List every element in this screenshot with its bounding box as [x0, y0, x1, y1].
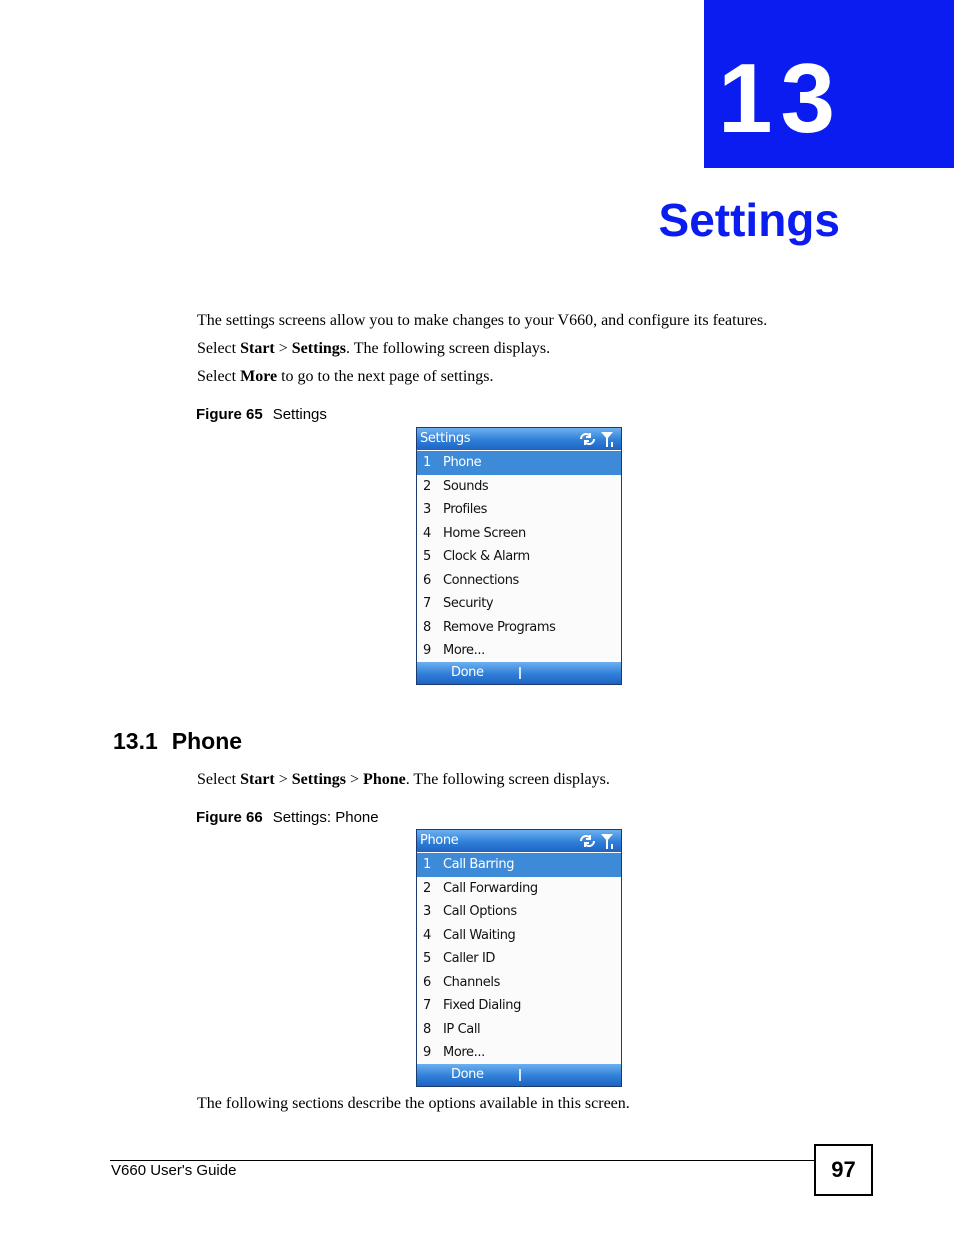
section-heading: 13.1 Phone: [113, 728, 243, 754]
menu-item[interactable]: [417, 924, 621, 948]
done-softkey[interactable]: Done: [451, 665, 484, 680]
menu-item-number: 3: [423, 904, 431, 919]
softkey-divider: [519, 667, 521, 679]
menu-item[interactable]: [417, 853, 621, 877]
menu-item-number: 7: [423, 596, 431, 611]
signal-sync-icon: [577, 430, 617, 448]
menu-item-number: 5: [423, 951, 431, 966]
screen-titlebar: [417, 428, 621, 450]
screen-title: Settings: [420, 431, 471, 446]
menu-item-label: Profiles: [443, 502, 487, 517]
menu-item[interactable]: [417, 592, 621, 616]
softkey-divider: [519, 1069, 521, 1081]
menu-item-label: Call Options: [443, 904, 517, 919]
menu-item[interactable]: [417, 971, 621, 995]
menu-item-label: Remove Programs: [443, 619, 556, 635]
menu-item[interactable]: [417, 545, 621, 569]
menu-item-number: 6: [423, 572, 431, 588]
menu-item-number: 5: [423, 549, 431, 564]
footer-guide-title: V660 User's Guide: [111, 1162, 237, 1179]
menu-item-number: 8: [423, 619, 431, 635]
menu-item-label: More...: [443, 643, 485, 658]
menu-item-label: Phone: [443, 455, 482, 470]
menu-item-label: Home Screen: [443, 525, 526, 541]
menu-item[interactable]: [417, 877, 621, 901]
settings-screen: [416, 427, 622, 685]
menu-item-label: Connections: [443, 572, 519, 588]
screen-titlebar: [417, 830, 621, 852]
menu-item-number: 1: [423, 857, 431, 872]
menu-item-number: 7: [423, 998, 431, 1013]
menu-item-number: 2: [423, 880, 431, 896]
menu-item-number: 2: [423, 478, 431, 494]
chapter-number: 13: [718, 43, 844, 153]
menu-item[interactable]: [417, 498, 621, 522]
menu-item-label: Fixed Dialing: [443, 998, 521, 1013]
signal-sync-icon: [577, 832, 617, 850]
menu-item-label: More...: [443, 1045, 485, 1060]
menu-item-number: 4: [423, 927, 431, 943]
figure-66-caption: Figure 66 Settings: Phone: [196, 809, 379, 826]
phone-menu-list: [417, 853, 621, 1065]
phone-settings-screen: [416, 829, 622, 1087]
menu-item-label: Call Barring: [443, 857, 515, 872]
menu-item[interactable]: [417, 451, 621, 475]
menu-item-label: Channels: [443, 974, 500, 990]
menu-item-label: Security: [443, 596, 494, 611]
menu-item-number: 8: [423, 1021, 431, 1037]
menu-item-number: 3: [423, 502, 431, 517]
menu-item-label: Sounds: [443, 478, 489, 494]
menu-item-number: 1: [423, 455, 431, 470]
page-number: 97: [814, 1144, 873, 1196]
chapter-title: Settings: [658, 194, 840, 246]
softkey-bar: [417, 1064, 621, 1086]
menu-item[interactable]: [417, 639, 621, 663]
softkey-bar: [417, 662, 621, 684]
menu-item-label: IP Call: [443, 1021, 481, 1037]
menu-item-number: 9: [423, 643, 431, 658]
figure-label: Figure 65: [196, 406, 263, 423]
menu-item-number: 4: [423, 525, 431, 541]
closing-paragraph: The following sections describe the options available in this screen.: [197, 1095, 630, 1112]
menu-item[interactable]: [417, 1018, 621, 1042]
menu-item-label: Caller ID: [443, 951, 495, 966]
menu-item[interactable]: [417, 947, 621, 971]
section-paragraph: Select Start > Settings > Phone. The following screen displays.: [197, 771, 610, 788]
intro-paragraph-2: Select Start > Settings. The following screen displays.: [197, 340, 551, 357]
figure-label: Figure 66: [196, 809, 263, 826]
chapter-number-box: [704, 0, 954, 168]
footer-divider: [110, 1160, 814, 1161]
menu-item[interactable]: [417, 522, 621, 546]
menu-item-label: Call Waiting: [443, 927, 516, 943]
menu-item[interactable]: [417, 616, 621, 640]
menu-item[interactable]: [417, 569, 621, 593]
menu-item-label: Clock & Alarm: [443, 549, 530, 564]
menu-item[interactable]: [417, 994, 621, 1018]
screen-title: Phone: [420, 833, 459, 848]
intro-paragraph-3: Select More to go to the next page of settings.: [197, 368, 494, 385]
menu-item-number: 9: [423, 1045, 431, 1060]
settings-menu-list: [417, 451, 621, 663]
intro-paragraph-1: The settings screens allow you to make changes to your V660, and configure its features.: [197, 312, 768, 329]
menu-item[interactable]: [417, 1041, 621, 1065]
menu-item[interactable]: [417, 475, 621, 499]
figure-65-caption: Figure 65 Settings: [196, 406, 327, 423]
done-softkey[interactable]: Done: [451, 1067, 484, 1082]
menu-item-label: Call Forwarding: [443, 880, 538, 896]
menu-item-number: 6: [423, 974, 431, 990]
menu-item[interactable]: [417, 900, 621, 924]
